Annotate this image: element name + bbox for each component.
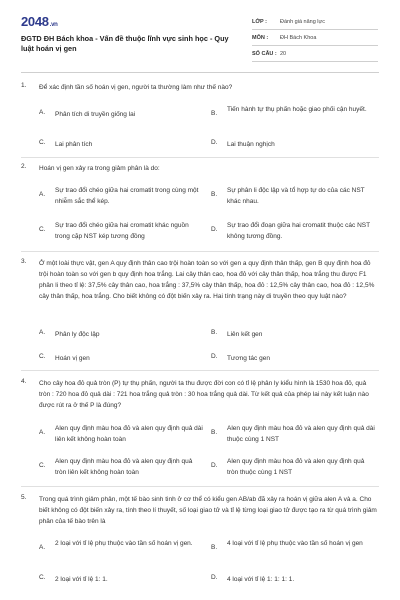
option-c[interactable] (39, 353, 189, 365)
question-divider (21, 251, 379, 252)
logo-sub: .vn (49, 22, 58, 28)
option-text: Phân tích di truyền giống lai (55, 111, 136, 118)
meta-row-class (252, 14, 378, 30)
meta-value: Đánh giá năng lực (280, 18, 325, 25)
option-letter: B. (211, 110, 218, 117)
option-a[interactable] (39, 329, 189, 341)
option-letter: A. (39, 191, 46, 198)
option-letter: A. (39, 329, 46, 336)
option-letter: C. (39, 139, 46, 146)
option-letter: A. (39, 429, 46, 436)
option-c[interactable] (39, 456, 209, 480)
option-letter: C. (39, 226, 46, 233)
option-letter: D. (211, 462, 218, 469)
option-text: Lai phân tích (55, 141, 93, 148)
option-a[interactable] (39, 185, 209, 209)
option-letter: D. (211, 574, 218, 581)
option-text: Lai thuận nghịch (227, 141, 275, 148)
option-text: Phân ly độc lập (55, 331, 100, 338)
meta-row-count (252, 46, 378, 62)
option-text: Tiến hành tự thụ phấn hoặc giao phối cận huyết. (227, 106, 367, 113)
meta-label: SỐ CÂU : (252, 50, 277, 57)
header (0, 0, 400, 70)
option-b[interactable] (211, 329, 379, 341)
meta-row-subject (252, 30, 378, 46)
option-letter: C. (39, 462, 46, 469)
question-number: 2. (21, 163, 27, 170)
question-number: 5. (21, 494, 27, 501)
option-b[interactable] (211, 104, 379, 128)
page-title: ĐGTD ĐH Bách khoa - Vấn đề thuộc lĩnh vực sinh học - Quy luật hoán vị gen (21, 34, 229, 53)
question-number: 1. (21, 82, 27, 89)
question-text: Hoán vị gen xảy ra trong giảm phân là do: (39, 165, 160, 172)
meta-value: 20 (280, 50, 287, 57)
meta-label: LỚP : (252, 18, 267, 25)
option-letter: C. (39, 574, 46, 581)
question-text: Cho cây hoa đỏ quả tròn (P) tự thụ phấn, người ta thu được đời con có tỉ lệ phân ly kiểu hình là 1530 hoa đỏ, quả tròn : 720 hoa đỏ quả dài : 721 hoa trắng quả tròn : 30 hoa trắng quả dài. Từ kết quả của phép lai này kết luận nào được rút ra ở thế P là đúng? (39, 380, 369, 409)
option-d[interactable] (211, 353, 379, 365)
question-3 (21, 258, 379, 370)
option-b[interactable] (211, 538, 379, 562)
option-a[interactable] (39, 109, 189, 121)
option-letter: D. (211, 353, 218, 360)
option-c[interactable] (39, 574, 209, 586)
option-b[interactable] (211, 423, 379, 447)
exam-meta (252, 14, 378, 62)
option-text: Hoán vị gen (55, 355, 90, 362)
option-d[interactable] (211, 574, 379, 586)
option-letter: B. (211, 191, 218, 198)
option-a[interactable] (39, 538, 209, 562)
question-5 (21, 494, 379, 598)
option-letter: D. (211, 226, 218, 233)
option-text: Sự trao đổi đoạn giữa hai cromatit thuộc các NST không tương đồng. (227, 222, 370, 240)
option-d[interactable] (211, 456, 379, 480)
question-divider (21, 157, 379, 158)
option-letter: B. (211, 429, 218, 436)
option-letter: D. (211, 139, 218, 146)
question-2 (21, 163, 379, 251)
option-letter: C. (39, 353, 46, 360)
question-divider (21, 486, 379, 487)
option-text: Liên kết gen (227, 331, 263, 338)
option-letter: A. (39, 109, 46, 116)
option-a[interactable] (39, 423, 209, 447)
question-text: Trong quá trình giảm phân, một tế bào sinh tinh ở cơ thể có kiểu gen AB/ab đã xảy ra hoán vị giữa alen A và a. Cho biết không có đột biến xảy ra, tính theo lí thuyết, số loại giao tử và tỉ lệ từng loại giao tử được tạo ra từ quá trình giảm phân của tế bào trên là (39, 496, 377, 525)
option-text: 2 loại với tỉ lệ phụ thuộc vào tần số hoán vị gen. (55, 540, 193, 547)
question-text: Ở một loài thực vật, gen A quy định thân cao trội hoàn toàn so với gen a quy định thân thấp, gen B quy định hoa đỏ trội hoàn toàn so với gen b quy định hoa trắng. Lai cây thân cao, hoa đỏ với cây thân thấp, hoa trắng thu được F1 phân li theo tỉ lệ: 37,5% cây thân cao, hoa trắng : 37,5% cây thân thấp, hoa đỏ : 12,5% cây thân cao, hoa đỏ : 12,5% cây thân thấp, hoa trắng. Cho biết không có đột biến xảy ra. Hai tính trạng này di truyền theo quy luật nào? (39, 260, 375, 300)
site-logo[interactable] (21, 14, 58, 29)
meta-label: MÔN : (252, 34, 269, 41)
option-letter: B. (211, 544, 218, 551)
question-1 (21, 82, 379, 157)
option-text: Sự phân li độc lập và tổ hợp tự do của các NST khác nhau. (227, 187, 365, 205)
option-text: Alen quy định màu hoa đỏ và alen quy định quả dài thuộc cùng 1 NST (227, 425, 375, 443)
question-number: 3. (21, 258, 27, 265)
option-b[interactable] (211, 185, 379, 209)
option-text: 2 loại với tỉ lệ 1: 1. (55, 576, 108, 583)
option-text: Sự trao đổi chéo giữa hai cromatit trong cùng một nhiễm sắc thể kép. (55, 187, 199, 205)
logo-main: 2048 (21, 14, 49, 29)
question-divider (21, 370, 379, 371)
option-letter: B. (211, 329, 218, 336)
option-text: Alen quy định màu hoa đỏ và alen quy định quả dài liên kết không hoàn toàn (55, 425, 203, 443)
option-d[interactable] (211, 220, 379, 244)
meta-value: ĐH Bách Khoa (280, 34, 317, 41)
option-d[interactable] (211, 139, 379, 151)
option-text: 4 loại với tỉ lệ 1: 1: 1: 1. (227, 576, 295, 583)
option-letter: A. (39, 544, 46, 551)
option-c[interactable] (39, 139, 189, 151)
option-text: 4 loại với tỉ lệ phụ thuộc vào tần số hoán vị gen (227, 540, 363, 547)
option-c[interactable] (39, 220, 209, 244)
option-text: Tương tác gen (227, 355, 270, 362)
option-text: Sự trao đổi chéo giữa hai cromatit khác nguồn trong cặp NST kép tương đồng (55, 222, 189, 240)
option-text: Alen quy định màu hoa đỏ và alen quy định quả tròn liên kết không hoàn toàn (55, 458, 193, 476)
question-number: 4. (21, 378, 27, 385)
header-divider (21, 72, 379, 73)
option-text: Alen quy định màu hoa đỏ và alen quy định quả tròn thuộc cùng 1 NST (227, 458, 365, 476)
question-4 (21, 378, 379, 484)
question-text: Để xác định tần số hoán vị gen, người ta thường làm như thế nào? (39, 84, 233, 91)
